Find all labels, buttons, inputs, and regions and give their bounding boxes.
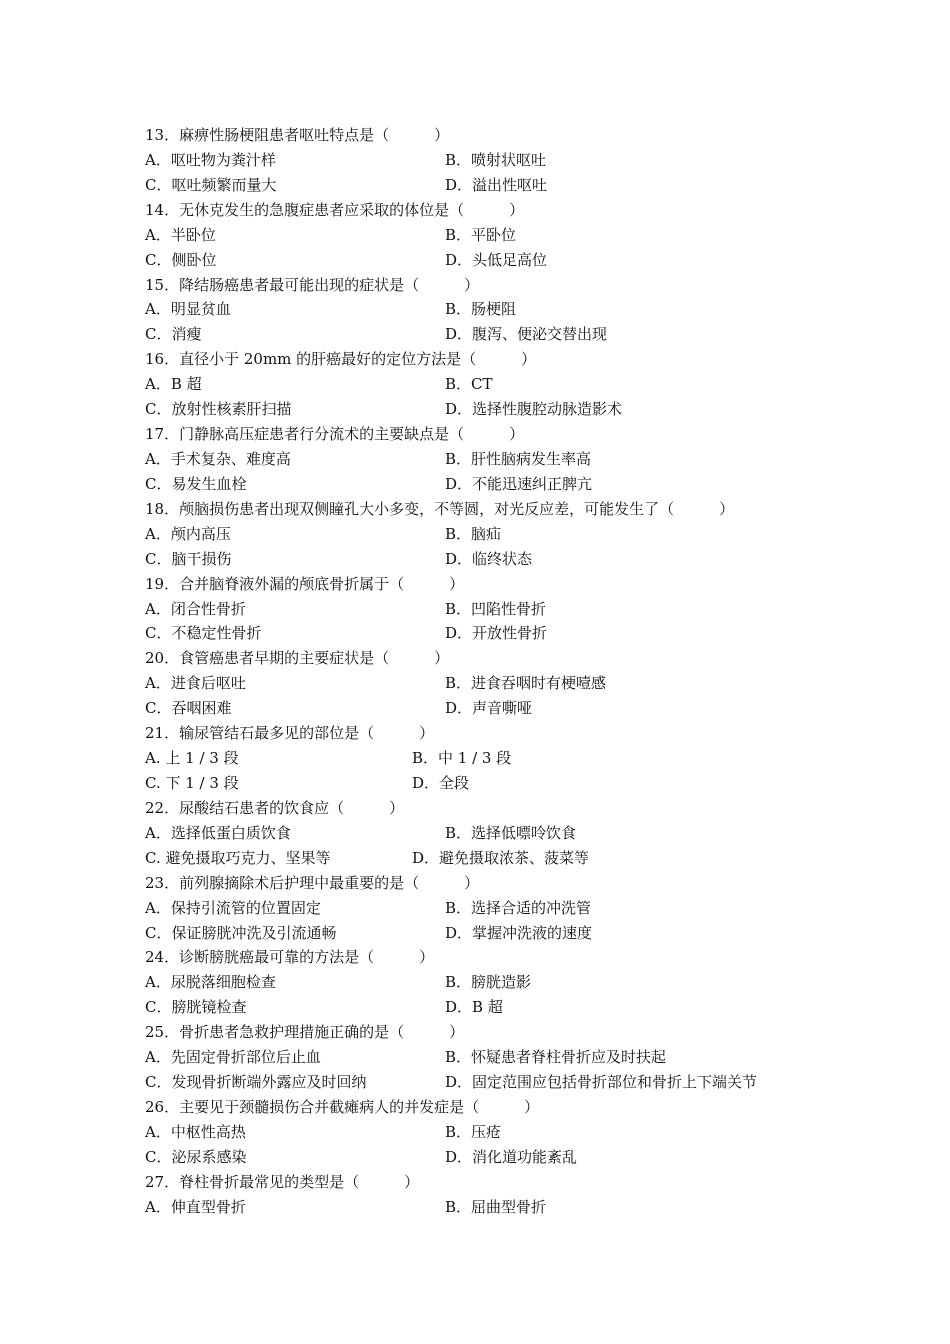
option-a: A．手术复杂、难度高 — [145, 449, 291, 468]
option-a: A．半卧位 — [145, 225, 216, 244]
option-b: B．肠梗阻 — [445, 300, 517, 319]
option-row — [145, 621, 845, 646]
option-c: C．发现骨折断端外露应及时回纳 — [145, 1073, 367, 1092]
question-stem: 23．前列腺摘除术后护理中最重要的是（ ） — [145, 873, 480, 892]
question-stem: 24．诊断膀胱癌最可靠的方法是（ ） — [145, 948, 435, 967]
option-row — [145, 472, 845, 497]
option-row — [145, 1195, 845, 1220]
option-b: B．膀胱造影 — [445, 973, 532, 992]
option-d: D．固定范围应包括骨折部位和骨折上下端关节 — [445, 1073, 758, 1092]
option-row — [145, 771, 845, 796]
option-b: B．选择合适的冲洗管 — [445, 898, 592, 917]
question-stem: 14．无休克发生的急腹症患者应采取的体位是（ ） — [145, 200, 525, 219]
option-a: A．B 超 — [145, 375, 202, 394]
question-stem: 22．尿酸结石患者的饮食应（ ） — [145, 798, 405, 817]
option-row — [145, 896, 845, 921]
option-c: C．放射性核素肝扫描 — [145, 400, 292, 419]
option-b: B．平卧位 — [445, 225, 517, 244]
option-row — [145, 547, 845, 572]
option-b: B．喷射状呕吐 — [445, 150, 547, 169]
option-d: D．溢出性呕吐 — [445, 175, 548, 194]
option-row — [145, 995, 845, 1020]
option-c: C．消瘦 — [145, 325, 202, 344]
option-row — [145, 1120, 845, 1145]
option-row — [145, 846, 845, 871]
option-d: D．腹泻、便泌交替出现 — [445, 325, 608, 344]
option-d: D．选择性腹腔动脉造影术 — [445, 400, 623, 419]
option-row — [145, 322, 845, 347]
option-a: A．中枢性高热 — [145, 1122, 246, 1141]
option-a: A．尿脱落细胞检查 — [145, 973, 276, 992]
option-row — [145, 297, 845, 322]
option-b: B．脑疝 — [445, 524, 502, 543]
option-row — [145, 397, 845, 422]
option-row — [145, 372, 845, 397]
question-stem: 15．降结肠癌患者最可能出现的症状是（ ） — [145, 275, 480, 294]
option-row — [145, 671, 845, 696]
option-a: A．选择低蛋白质饮食 — [145, 823, 291, 842]
option-d: D．开放性骨折 — [445, 624, 548, 643]
option-row — [145, 522, 845, 547]
option-row — [145, 248, 845, 273]
option-a: A．保持引流管的位置固定 — [145, 898, 321, 917]
option-b: B．怀疑患者脊柱骨折应及时扶起 — [445, 1048, 667, 1067]
option-a: A．进食后呕吐 — [145, 674, 246, 693]
option-b: B．凹陷性骨折 — [445, 599, 547, 618]
option-c: C．易发生血栓 — [145, 474, 247, 493]
option-d: D．临终状态 — [445, 549, 533, 568]
option-row — [145, 696, 845, 721]
option-row — [145, 921, 845, 946]
option-a: A. 上 1 / 3 段 — [145, 749, 239, 768]
option-c: C．侧卧位 — [145, 250, 217, 269]
option-b: B．选择低嘌呤饮食 — [445, 823, 577, 842]
question-stem: 21．输尿管结石最多见的部位是（ ） — [145, 724, 435, 743]
option-row — [145, 970, 845, 995]
option-c: C．呕吐频繁而量大 — [145, 175, 277, 194]
option-d: D．B 超 — [445, 998, 503, 1017]
option-c: C．泌尿系感染 — [145, 1147, 247, 1166]
option-a: A．明显贫血 — [145, 300, 231, 319]
option-d: D．头低足高位 — [445, 250, 548, 269]
option-row — [145, 1070, 845, 1095]
option-row — [145, 223, 845, 248]
option-d: D．避免摄取浓茶、菠菜等 — [412, 848, 590, 867]
question-stem: 26．主要见于颈髓损伤合并截瘫病人的并发症是（ ） — [145, 1097, 540, 1116]
option-c: C．脑干损伤 — [145, 549, 232, 568]
option-c: C．保证膀胱冲洗及引流通畅 — [145, 923, 337, 942]
option-c: C. 避免摄取巧克力、坚果等 — [145, 848, 331, 867]
option-a: A．呕吐物为粪汁样 — [145, 150, 276, 169]
question-stem: 13．麻痹性肠梗阻患者呕吐特点是（ ） — [145, 126, 450, 144]
option-c: C．膀胱镜检查 — [145, 998, 247, 1017]
option-a: A．闭合性骨折 — [145, 599, 246, 618]
question-stem: 18．颅脑损伤患者出现双侧瞳孔大小多变，不等圆，对光反应差，可能发生了（ ） — [145, 499, 735, 518]
option-b: B．中 1 / 3 段 — [412, 749, 512, 768]
option-b: B．屈曲型骨折 — [445, 1197, 547, 1216]
option-a: A．先固定骨折部位后止血 — [145, 1048, 321, 1067]
question-stem: 27．脊柱骨折最常见的类型是（ ） — [145, 1172, 420, 1191]
option-b: B．压疮 — [445, 1122, 502, 1141]
option-row — [145, 746, 845, 771]
option-row — [145, 1145, 845, 1170]
option-d: D．不能迅速纠正脾亢 — [445, 474, 593, 493]
question-stem: 16．直径小于 20mm 的肝癌最好的定位方法是（ ） — [145, 350, 537, 369]
question-list — [145, 123, 845, 1220]
option-row — [145, 821, 845, 846]
option-d: D．消化道功能紊乱 — [445, 1147, 578, 1166]
option-row — [145, 148, 845, 173]
option-b: B．进食吞咽时有梗噎感 — [445, 674, 607, 693]
option-b: B．CT — [445, 375, 493, 394]
option-c: C．不稳定性骨折 — [145, 624, 262, 643]
option-d: D．掌握冲洗液的速度 — [445, 923, 593, 942]
option-row — [145, 1045, 845, 1070]
question-stem: 25．骨折患者急救护理措施正确的是（ ） — [145, 1023, 465, 1042]
option-row — [145, 597, 845, 622]
option-row — [145, 173, 845, 198]
option-d: D．声音嘶哑 — [445, 699, 533, 718]
option-d: D．全段 — [412, 773, 470, 792]
option-c: C. 下 1 / 3 段 — [145, 773, 239, 792]
question-stem: 17．门静脉高压症患者行分流术的主要缺点是（ ） — [145, 425, 525, 444]
option-c: C．吞咽困难 — [145, 699, 232, 718]
option-row — [145, 447, 845, 472]
option-b: B．肝性脑病发生率高 — [445, 449, 592, 468]
option-a: A．颅内高压 — [145, 524, 231, 543]
question-stem: 19．合并脑脊液外漏的颅底骨折属于（ ） — [145, 574, 465, 593]
question-stem: 20．食管癌患者早期的主要症状是（ ） — [145, 649, 450, 668]
option-a: A．伸直型骨折 — [145, 1197, 246, 1216]
